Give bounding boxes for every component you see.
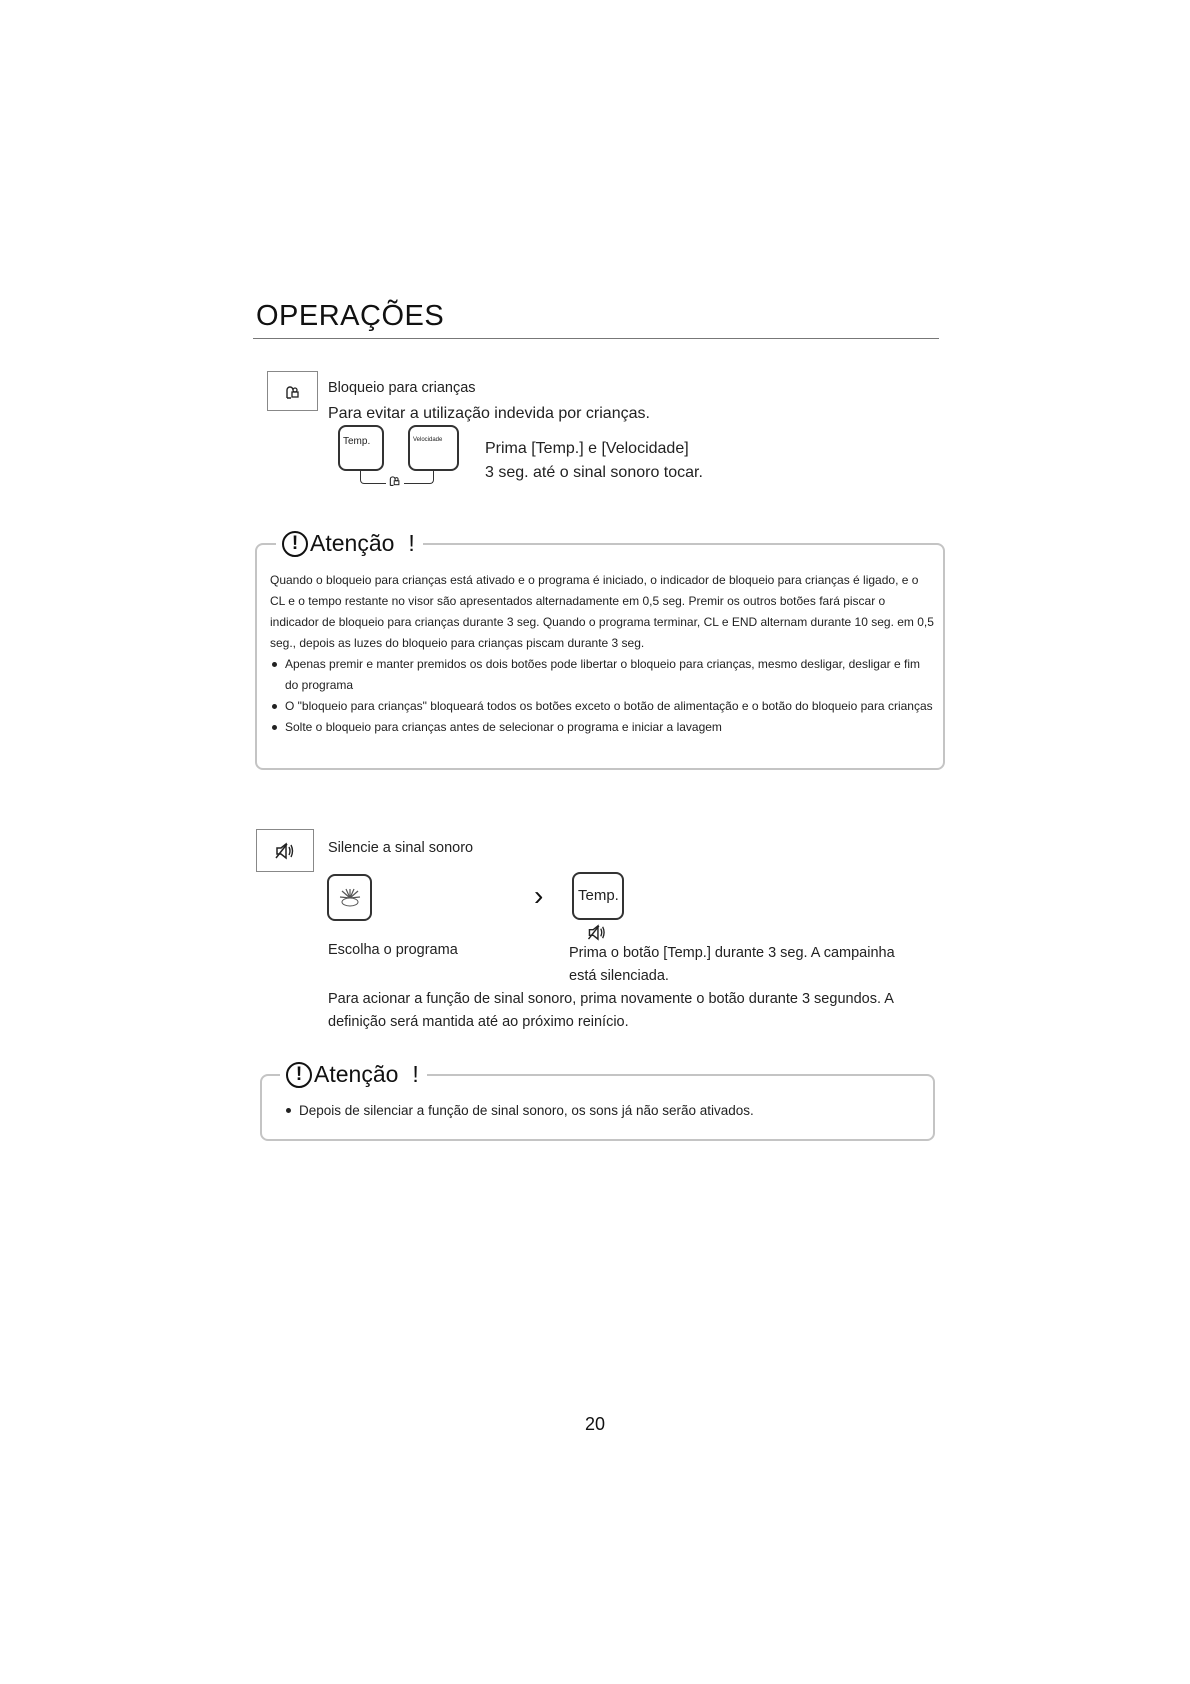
speed-button — [408, 425, 459, 471]
attention-label: Atenção — [314, 1061, 399, 1087]
child-lock-instruction-1: Prima [Temp.] e [Velocidade] — [485, 440, 689, 457]
title-divider — [253, 338, 939, 339]
attention-content — [284, 1100, 914, 1121]
warning-icon: ! — [286, 1062, 312, 1088]
attention-label: Atenção — [310, 530, 395, 556]
attention-heading — [276, 530, 423, 557]
attention-heading — [280, 1061, 427, 1088]
attention-bullet: O "bloqueio para crianças" bloqueará todos os botões exceto o botão de alimentação e o botão do bloqueio para crianças — [270, 696, 935, 717]
attention-paragraph: Quando o bloqueio para crianças está ativado e o programa é iniciado, o indicador de bloqueio para crianças é ligado, e o CL e o tempo restante no visor são apresentados alternadamente em 0,5 seg. Premir os outros botões fará piscar o indicador de bloqueio para crianças durante 3 seg. Quando o programa terminar, CL e END alternam durante 10 seg. em 0,5 seg., depois as luzes do bloqueio para crianças piscam durante 3 seg. — [270, 573, 934, 650]
temp-button-label: Temp. — [578, 887, 619, 904]
mute-note: Para acionar a função de sinal sonoro, prima novamente o botão durante 3 segundos. A definição será mantida até ao próximo reinício. — [328, 991, 894, 1030]
child-lock-combo-icon — [386, 472, 404, 493]
child-lock-subtitle: Para evitar a utilização indevida por crianças. — [328, 405, 650, 422]
attention-mark: ! — [412, 1061, 419, 1087]
temp-button-mute — [572, 872, 624, 920]
mute-icon-box — [256, 829, 314, 872]
program-button — [327, 874, 372, 921]
mute-small-icon — [587, 924, 607, 941]
mute-step-1: Escolha o programa — [328, 942, 458, 958]
page-title: OPERAÇÕES — [256, 300, 445, 332]
temp-button — [338, 425, 384, 471]
attention-bullet: Apenas premir e manter premidos os dois botões pode libertar o bloqueio para crianças, mesmo desligar, desligar e fim do programa — [270, 654, 935, 696]
child-lock-heading: Bloqueio para crianças — [328, 380, 476, 396]
attention-mark: ! — [408, 530, 415, 556]
mute-step-2: Prima o botão [Temp.] durante 3 seg. A campainha está silenciada. — [569, 945, 895, 984]
child-lock-instruction-2: 3 seg. até o sinal sonoro tocar. — [485, 464, 703, 481]
speed-button-label: Velocidade — [413, 437, 443, 443]
child-lock-icon — [284, 382, 302, 400]
attention-bullet: Depois de silenciar a função de sinal sonoro, os sons já não serão ativados. — [284, 1100, 914, 1121]
attention-content — [270, 570, 935, 738]
program-dial-icon — [337, 887, 363, 909]
child-lock-icon-box — [267, 371, 318, 411]
warning-icon: ! — [282, 531, 308, 557]
mute-heading: Silencie a sinal sonoro — [328, 840, 474, 856]
temp-button-label: Temp. — [343, 436, 371, 447]
attention-bullet: Solte o bloqueio para crianças antes de selecionar o programa e iniciar a lavagem — [270, 717, 935, 738]
page-number: 20 — [585, 1414, 606, 1434]
arrow-icon: › — [534, 880, 544, 911]
mute-icon — [275, 842, 295, 860]
